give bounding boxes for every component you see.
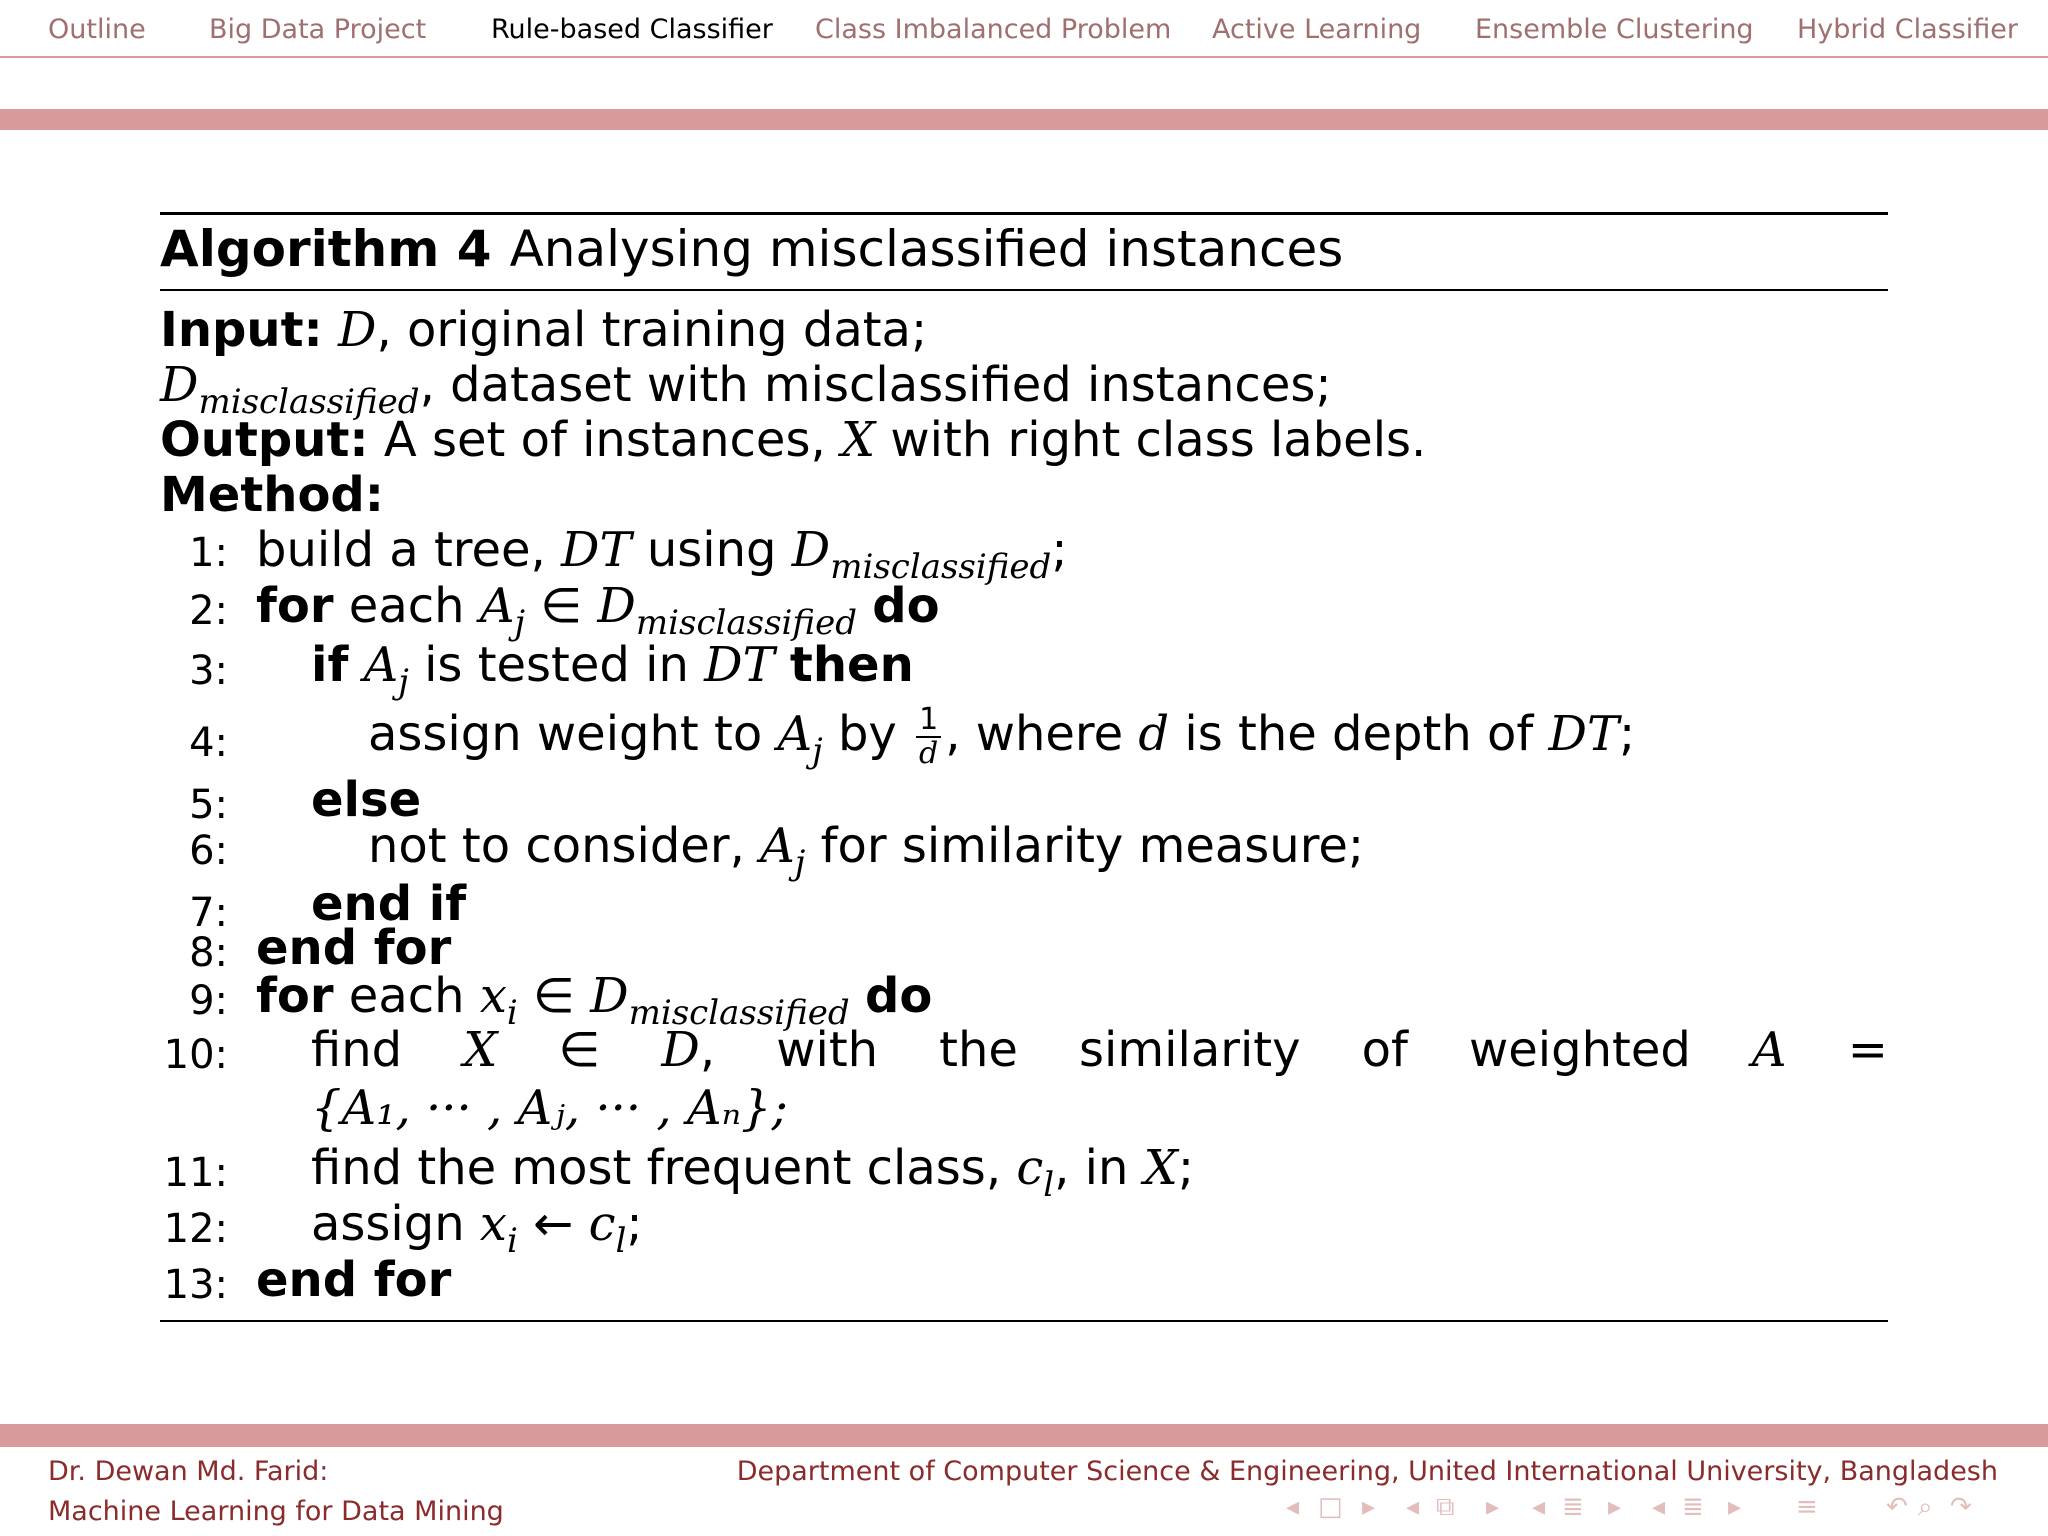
arrow-right-icon[interactable]: ▸ — [1728, 1492, 1742, 1522]
var-A: A — [479, 578, 515, 634]
step-text: similarity — [1079, 1022, 1301, 1078]
step-text: by — [837, 706, 897, 762]
step-text: not to consider, — [368, 818, 745, 874]
align-icon[interactable]: ≡ — [1796, 1492, 1818, 1522]
step-text: assign — [311, 1196, 465, 1252]
symbol-in: ∈ — [558, 1022, 601, 1078]
nav-item-rule-based-classifier[interactable]: Rule-based Classifier — [491, 14, 773, 45]
step-text: ; — [1177, 1140, 1194, 1196]
algorithm-name: Analysing misclassified instances — [509, 220, 1344, 278]
symbol-assign-arrow: ← — [533, 1196, 574, 1252]
step-text: is the depth of — [1184, 706, 1534, 762]
method-label: Method: — [160, 467, 384, 523]
attribute-set: {A₁, ··· , Aⱼ, ··· , Aₙ}; — [311, 1080, 788, 1136]
fraction-denominator: d — [919, 736, 939, 771]
fraction-one-over-d — [916, 704, 941, 770]
subsubsection-icon[interactable]: ≣ — [1682, 1492, 1704, 1522]
algorithm-top-rule — [160, 212, 1888, 215]
algorithm-title-rule — [160, 289, 1888, 291]
var-DT: DT — [1548, 706, 1620, 762]
arrow-left-icon[interactable]: ◂ — [1652, 1492, 1666, 1522]
line-number: 12: — [163, 1206, 228, 1252]
step-text: assign weight to — [368, 706, 763, 762]
line-number: 5: — [189, 782, 228, 828]
step-text: ; — [1051, 522, 1068, 578]
beamer-navigation-controls — [1286, 1492, 2006, 1528]
var-c: c — [588, 1196, 616, 1252]
step-10-set — [311, 1080, 788, 1136]
header-band — [0, 109, 2048, 130]
sub-l: l — [1043, 1165, 1055, 1205]
nav-item-outline[interactable]: Outline — [48, 14, 146, 45]
line-number: 10: — [163, 1032, 228, 1078]
sub-misclassified: misclassified — [635, 603, 857, 643]
keyword-end-if: end if — [311, 876, 467, 932]
nav-item-class-imbalanced-problem[interactable]: Class Imbalanced Problem — [815, 14, 1172, 45]
arrow-right-icon[interactable]: ▸ — [1362, 1492, 1376, 1522]
keyword-do: do — [864, 968, 933, 1024]
var-X: X — [840, 412, 876, 468]
step-text: find the most frequent class, — [311, 1140, 1002, 1196]
input-line-2-text: , dataset with misclassified instances; — [419, 357, 1332, 413]
step-text: each — [348, 578, 465, 634]
var-x: x — [479, 968, 507, 1024]
line-number: 4: — [189, 720, 228, 766]
arrow-right-icon[interactable]: ▸ — [1486, 1492, 1500, 1522]
method-line — [160, 467, 384, 523]
step-2 — [256, 578, 940, 643]
var-X: X — [463, 1022, 498, 1078]
step-6 — [368, 818, 1364, 883]
line-number: 6: — [189, 828, 228, 874]
footer-department: Department of Computer Science & Engineering, United International University, Bangladesh — [736, 1456, 1998, 1487]
step-13 — [256, 1252, 451, 1308]
symbol-in: ∈ — [540, 578, 583, 634]
sub-j: j — [812, 731, 823, 771]
step-4 — [368, 704, 1635, 771]
line-number: 2: — [189, 588, 228, 634]
sub-j: j — [794, 843, 806, 883]
line-number: 9: — [189, 978, 228, 1024]
arrow-right-icon[interactable]: ▸ — [1608, 1492, 1622, 1522]
step-text: weighted — [1468, 1022, 1691, 1078]
algorithm-title — [160, 220, 1343, 278]
var-A: A — [777, 706, 813, 762]
algorithm-label: Algorithm 4 — [160, 220, 492, 278]
step-10: find X ∈ D, with the similarity of weighted A = — [311, 1022, 1888, 1078]
var-D: D — [160, 357, 199, 413]
output-text-a: A set of instances, — [383, 412, 826, 468]
output-line — [160, 412, 1426, 468]
step-text: the — [939, 1022, 1018, 1078]
keyword-end-for: end for — [256, 1252, 452, 1308]
var-DT: DT — [704, 637, 775, 693]
footer-author: Dr. Dewan Md. Farid: — [48, 1456, 329, 1487]
redo-icon[interactable]: ↷ — [1950, 1492, 1972, 1522]
nav-item-ensemble-clustering[interactable]: Ensemble Clustering — [1475, 14, 1754, 45]
output-label: Output: — [160, 412, 369, 468]
var-A: A — [1751, 1022, 1787, 1078]
var-D: D — [597, 578, 636, 634]
var-D: D — [590, 968, 629, 1024]
keyword-if: if — [311, 637, 349, 693]
step-text: using — [646, 522, 777, 578]
arrow-left-icon[interactable]: ◂ — [1286, 1492, 1300, 1522]
var-A: A — [760, 818, 795, 874]
nav-item-big-data-project[interactable]: Big Data Project — [209, 14, 427, 45]
sub-j: j — [398, 662, 409, 702]
step-3 — [311, 637, 914, 702]
step-text: ; — [1619, 706, 1636, 762]
sub-l: l — [615, 1221, 627, 1261]
frame-icon[interactable]: □ — [1318, 1492, 1343, 1522]
var-c: c — [1016, 1140, 1044, 1196]
step-text: find — [311, 1022, 403, 1078]
keyword-for: for — [256, 968, 334, 1024]
line-number: 1: — [189, 530, 228, 576]
keyword-do: do — [872, 578, 940, 634]
footer-band — [0, 1424, 2048, 1447]
footer-course: Machine Learning for Data Mining — [48, 1496, 504, 1527]
undo-icon[interactable]: ↶ — [1886, 1492, 1908, 1522]
input-line-1 — [160, 302, 927, 358]
input-label: Input: — [160, 302, 323, 358]
var-X: X — [1143, 1140, 1178, 1196]
nav-item-hybrid-classifier[interactable]: Hybrid Classifier — [1797, 14, 2018, 45]
var-DT: DT — [561, 522, 632, 578]
step-text: , in — [1054, 1140, 1129, 1196]
arrow-left-icon[interactable]: ◂ — [1406, 1492, 1420, 1522]
input-line-1-text: , original training data; — [376, 302, 928, 358]
section-icon[interactable]: ⧉ — [1436, 1492, 1455, 1522]
step-text: is tested in — [424, 637, 689, 693]
line-number: 11: — [163, 1150, 228, 1196]
step-text: for similarity measure; — [820, 818, 1365, 874]
keyword-end-for: end for — [256, 920, 452, 976]
keyword-then: then — [789, 637, 914, 693]
step-text: each — [348, 968, 465, 1024]
step-text: , where — [945, 706, 1124, 762]
sub-misclassified: misclassified — [628, 993, 850, 1033]
keyword-for: for — [256, 578, 334, 634]
line-number: 8: — [189, 930, 228, 976]
keyword-else: else — [311, 772, 422, 828]
sub-i: i — [506, 993, 518, 1033]
sub-misclassified: misclassified — [198, 382, 420, 422]
step-text: build a tree, — [256, 522, 546, 578]
var-D: D — [661, 1022, 700, 1078]
sub-i: i — [507, 1221, 518, 1261]
var-x: x — [479, 1196, 507, 1252]
var-D: D — [337, 302, 377, 358]
line-number: 7: — [189, 890, 228, 936]
line-number: 3: — [189, 648, 228, 694]
line-number: 13: — [163, 1262, 228, 1308]
var-d: d — [1138, 706, 1170, 762]
sub-j: j — [514, 603, 526, 643]
step-text: with — [776, 1022, 879, 1078]
algorithm-bottom-rule — [160, 1320, 1888, 1322]
search-icon[interactable]: ⌕ — [1918, 1492, 1933, 1522]
step-text: of — [1361, 1022, 1408, 1078]
symbol-equals: = — [1847, 1022, 1888, 1078]
subsection-icon[interactable]: ≣ — [1562, 1492, 1584, 1522]
sub-misclassified: misclassified — [830, 547, 1052, 587]
symbol-in: ∈ — [533, 968, 575, 1024]
section-navigation — [0, 0, 2048, 58]
var-D: D — [791, 522, 831, 578]
arrow-left-icon[interactable]: ◂ — [1532, 1492, 1546, 1522]
output-text-b: with right class labels. — [890, 412, 1427, 468]
var-A: A — [363, 637, 399, 693]
step-text: ; — [626, 1196, 643, 1252]
fraction-numerator: 1 — [916, 704, 941, 738]
nav-item-active-learning[interactable]: Active Learning — [1212, 14, 1422, 45]
